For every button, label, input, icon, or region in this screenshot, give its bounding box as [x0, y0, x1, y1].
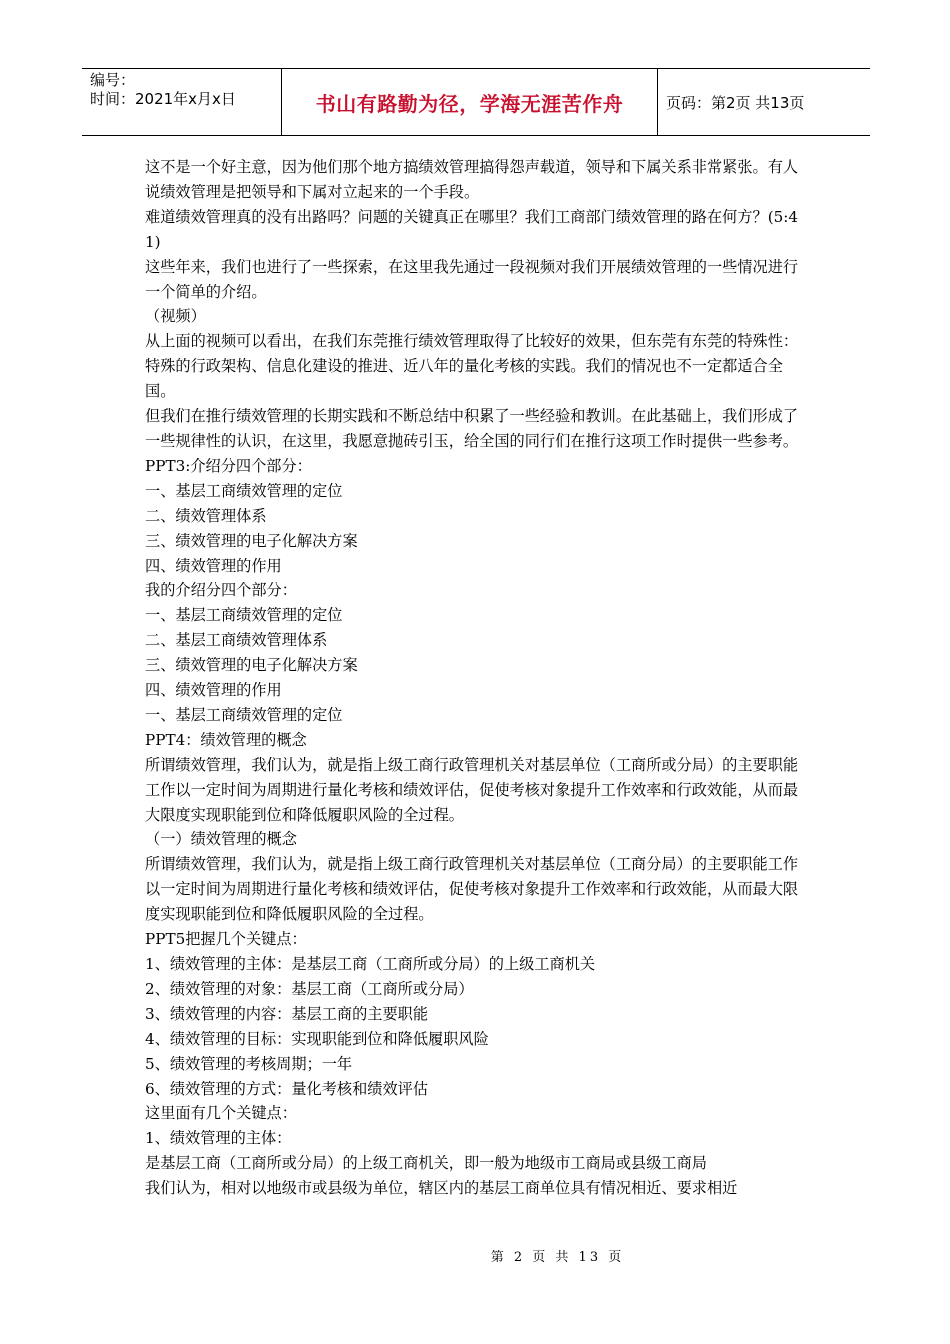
body-paragraph: 三、绩效管理的电子化解决方案	[145, 656, 358, 675]
body-paragraph: 三、绩效管理的电子化解决方案	[145, 531, 358, 550]
body-paragraph: 从上面的视频可以看出，在我们东莞推行绩效管理取得了比较好的效果，但东莞有东莞的特殊性：特殊的行政架构、信息化建设的推进、近八年的量化考核的实践。我们的情况也不一定都适合全国。	[145, 332, 799, 401]
body-paragraph: 5、绩效管理的考核周期；一年	[145, 1054, 353, 1073]
body-paragraph: 2、绩效管理的对象：基层工商（工商所或分局）	[145, 979, 474, 998]
body-paragraph: 4、绩效管理的目标：实现职能到位和降低履职风险	[145, 1029, 489, 1048]
body-paragraph: 3、绩效管理的内容：基层工商的主要职能	[145, 1004, 429, 1023]
document-body	[145, 155, 813, 1201]
body-paragraph: 四、绩效管理的作用	[145, 681, 282, 700]
body-paragraph: 所谓绩效管理，我们认为，就是指上级工商行政管理机关对基层单位（工商分局）的主要职能工作以一定时间为周期进行量化考核和绩效评估，促使考核对象提升工作效率和行政效能，从而最大限度实现职能到位和降低履职风险的全过程。	[145, 855, 799, 924]
body-paragraph: 所谓绩效管理，我们认为，就是指上级工商行政管理机关对基层单位（工商所或分局）的主要职能工作以一定时间为周期进行量化考核和绩效评估，促使考核对象提升工作效率和行政效能，从而最大限度实现职能到位和降低履职风险的全过程。	[145, 755, 799, 824]
body-paragraph: 是基层工商（工商所或分局）的上级工商机关，即一般为地级市工商局或县级工商局	[145, 1154, 707, 1173]
page-footer: 第 2 页 共 13 页	[490, 1250, 625, 1265]
body-paragraph: 1、绩效管理的主体：是基层工商（工商所或分局）的上级工商机关	[145, 955, 596, 973]
body-paragraph: 但我们在推行绩效管理的长期实践和不断总结中积累了一些经验和教训。在此基础上，我们形成了一些规律性的认识，在这里，我愿意抛砖引玉，给全国的同行们在推行这项工作时提供一些参考。	[145, 407, 799, 450]
body-paragraph: 一、基层工商绩效管理的定位	[145, 705, 343, 724]
body-paragraph: 6、绩效管理的方式：量化考核和绩效评估	[145, 1079, 429, 1098]
body-paragraph: PPT5把握几个关键点：	[145, 930, 307, 949]
body-paragraph: 我们认为，相对以地级市或县级为单位，辖区内的基层工商单位具有情况相近、要求相近	[145, 1179, 738, 1198]
body-paragraph: 二、基层工商绩效管理体系	[145, 631, 328, 650]
body-paragraph: PPT3:介绍分四个部分：	[145, 456, 312, 475]
body-paragraph: 四、绩效管理的作用	[145, 556, 282, 575]
body-paragraph: 这里面有几个关键点：	[145, 1104, 297, 1123]
body-paragraph: 这些年来，我们也进行了一些探索，在这里我先通过一段视频对我们开展绩效管理的一些情况进行一个简单的介绍。	[145, 257, 799, 301]
body-paragraph: 一、基层工商绩效管理的定位	[145, 606, 343, 625]
body-paragraph: 我的介绍分四个部分：	[145, 581, 297, 600]
body-paragraph: 二、绩效管理体系	[145, 506, 267, 525]
page-header	[82, 68, 870, 136]
body-paragraph: 一、基层工商绩效管理的定位	[145, 481, 343, 500]
header-motto: 书山有路勤为径，学海无涯苦作舟	[282, 69, 658, 135]
body-paragraph: 1、绩效管理的主体：	[145, 1129, 292, 1148]
body-paragraph: （一）绩效管理的概念	[145, 830, 297, 849]
body-paragraph: 难道绩效管理真的没有出路吗？问题的关键真正在哪里？我们工商部门绩效管理的路在何方？(5:41)	[145, 207, 799, 251]
body-paragraph: PPT4：绩效管理的概念	[145, 730, 307, 749]
document-time-label: 时间：2021年x月x日	[90, 90, 236, 108]
header-page-info: 页码：第2页 共13页	[666, 93, 805, 112]
header-meta	[82, 69, 282, 135]
document-number-label: 编号：	[90, 71, 136, 89]
body-paragraph: （视频）	[145, 307, 206, 326]
body-paragraph: 这不是一个好主意，因为他们那个地方搞绩效管理搞得怨声载道，领导和下属关系非常紧张。有人说绩效管理是把领导和下属对立起来的一个手段。	[145, 158, 799, 201]
